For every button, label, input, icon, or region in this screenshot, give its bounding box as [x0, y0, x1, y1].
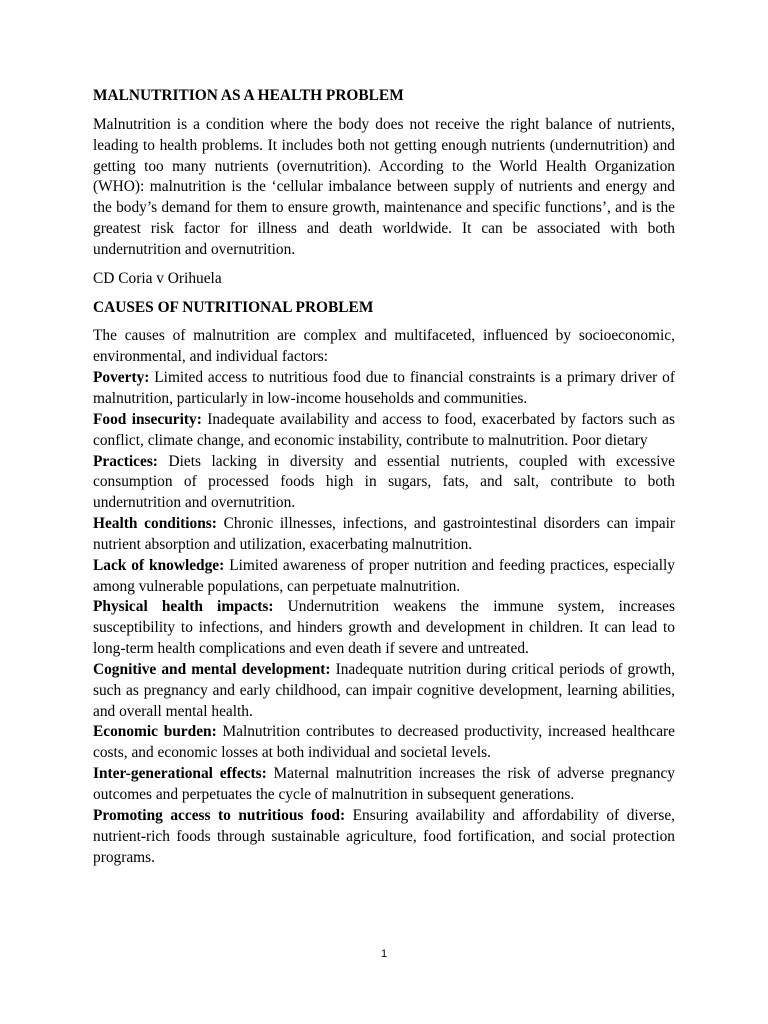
item-text: Limited access to nutritious food due to financial constraints is a primary driver of malnutrition, particularly in low-income households and communities.	[93, 369, 675, 407]
causes-list	[93, 368, 675, 868]
item-term: Physical health impacts:	[93, 598, 274, 616]
list-item-physical-health	[93, 597, 675, 660]
item-term: Food insecurity:	[93, 410, 202, 428]
item-text: Maternal malnutrition increases the risk of adverse pregnancy outcomes and perpetuates the cycle of malnutrition in subsequent generations.	[93, 765, 675, 803]
item-text: Inadequate availability and access to food, exacerbated by factors such as conflict, climate change, and economic instability, contribute to malnutrition. Poor dietary	[93, 410, 675, 449]
item-term: Poverty:	[93, 369, 150, 387]
item-term: Practices:	[93, 452, 158, 470]
item-text: Limited awareness of proper nutrition and feeding practices, especially among vulnerable populations, can perpetuate malnutrition.	[93, 556, 676, 595]
list-item-cognitive-development	[93, 660, 675, 723]
intro-paragraph: Malnutrition is a condition where the body does not receive the right balance of nutrients, leading to health problems. It includes both not getting enough nutrients (undernutrition) and getting too many nutrients (overnutrition). According to the World Health Organization (WHO): malnutrition is the ‘cellular imbalance between supply of nutrients and energy and the body’s demand for them to ensure growth, maintenance and specific functions’, and is the greatest risk factor for illness and death worldwide. It can be associated with both undernutrition and overnutrition.	[93, 115, 675, 258]
item-text: Inadequate nutrition during critical periods of growth, such as pregnancy and early childhood, can impair cognitive development, learning abilities, and overall mental health.	[93, 660, 676, 720]
page-number: 1	[380, 948, 388, 960]
item-term: Health conditions:	[93, 515, 217, 533]
item-term: Inter-generational effects:	[93, 765, 267, 783]
item-term: Cognitive and mental development:	[93, 660, 331, 678]
list-item-practices	[93, 452, 675, 515]
item-text: Undernutrition weakens the immune system, increases susceptibility to infections, and hinders growth and development in children. It can lead to long-term health complications and even death if severe and untreated.	[93, 598, 675, 658]
causes-intro-paragraph: The causes of malnutrition are complex and multifaceted, influenced by socioeconomic, environmental, and individual factors:	[93, 327, 675, 366]
list-item-food-insecurity	[93, 410, 675, 452]
section-heading-malnutrition: MALNUTRITION AS A HEALTH PROBLEM	[93, 87, 404, 104]
item-term: Lack of knowledge:	[93, 556, 225, 574]
list-item-promoting-access	[93, 806, 675, 869]
item-text: Ensuring availability and affordability of diverse, nutrient-rich foods through sustainable agriculture, food fortification, and social protection programs.	[93, 806, 675, 866]
list-item-economic-burden	[93, 722, 675, 764]
document-page	[93, 84, 675, 868]
item-text: Diets lacking in diversity and essential nutrients, coupled with excessive consumption of processed foods high in sugars, fats, and salt, contribute to both undernutrition and overnutrition.	[93, 452, 675, 512]
item-text: Chronic illnesses, infections, and gastrointestinal disorders can impair nutrient absorption and utilization, exacerbating malnutrition.	[93, 515, 675, 553]
citation-text: CD Coria v Orihuela	[93, 269, 222, 287]
section-heading-causes: CAUSES OF NUTRITIONAL PROBLEM	[93, 298, 374, 316]
list-item-intergenerational	[93, 764, 675, 806]
item-text: Malnutrition contributes to decreased productivity, increased healthcare costs, and economic losses at both individual and societal levels.	[93, 723, 675, 762]
item-term: Economic burden:	[93, 723, 217, 741]
list-item-health-conditions	[93, 514, 675, 556]
item-term: Promoting access to nutritious food:	[93, 806, 346, 824]
list-item-lack-of-knowledge	[93, 556, 675, 598]
list-item-poverty	[93, 368, 675, 410]
